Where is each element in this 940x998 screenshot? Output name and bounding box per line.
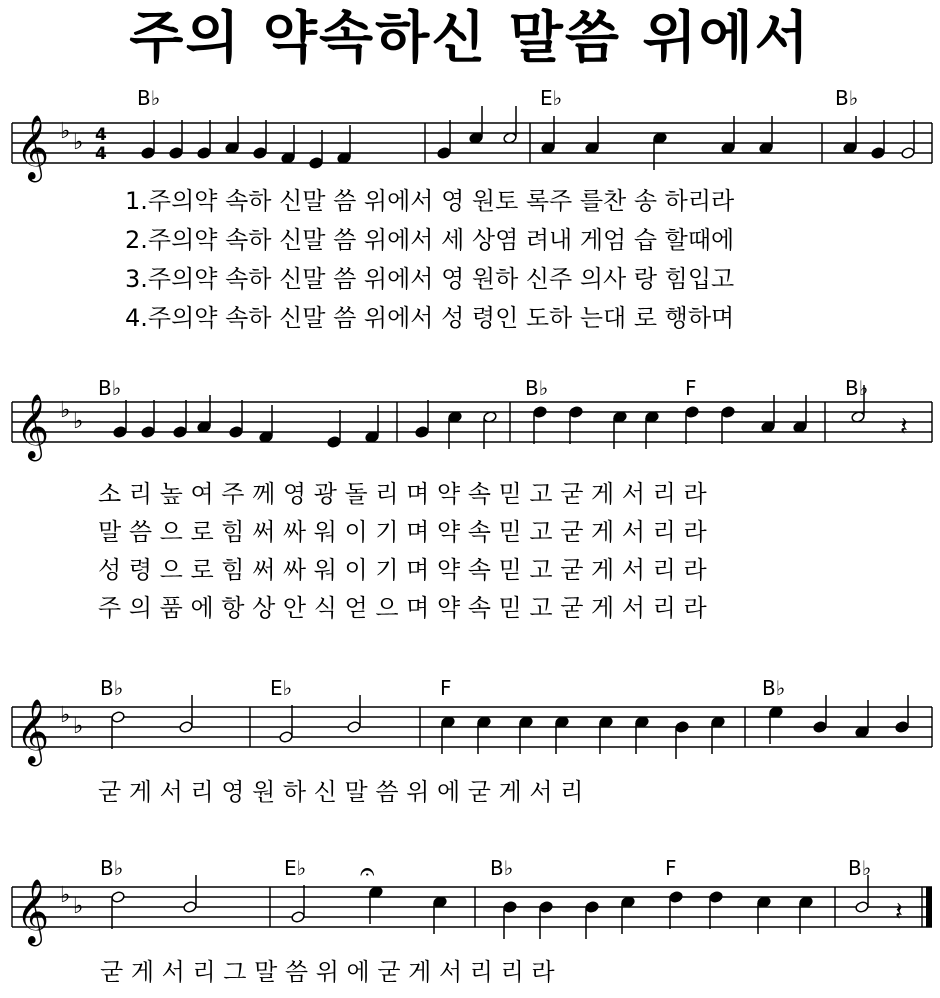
- quarter-rest-icon: 𝄽: [895, 897, 903, 927]
- flat-icon: ♭: [73, 409, 84, 434]
- chord-symbol: F: [665, 856, 677, 880]
- chord-symbol: B♭: [100, 676, 124, 700]
- chord-symbol: B♭: [845, 376, 869, 400]
- lyric-line: 1.주의약 속하 신말 씀 위에서 영 원토 록주 를찬 송 하리라: [125, 187, 735, 215]
- chord-symbol: B♭: [525, 376, 549, 400]
- chord-symbol: B♭: [98, 376, 122, 400]
- flat-icon: ♭: [73, 714, 84, 739]
- chord-symbol: E♭: [270, 676, 293, 700]
- system-3: [0, 670, 940, 820]
- chord-symbol: B♭: [762, 676, 786, 700]
- flat-icon: ♭: [73, 894, 84, 919]
- chord-symbol: F: [440, 676, 452, 700]
- treble-clef-icon: 𝄞: [16, 115, 50, 180]
- chord-symbol: B♭: [137, 86, 161, 110]
- flat-icon: ♭: [73, 130, 84, 155]
- flat-icon: ♭: [60, 703, 71, 728]
- time-signature-top: 4: [95, 125, 107, 145]
- time-signature-bottom: 4: [95, 144, 107, 164]
- flat-icon: ♭: [60, 883, 71, 908]
- system-1: [0, 80, 940, 350]
- flat-icon: ♭: [60, 119, 71, 144]
- lyric-line: 굳 게 서 리 영 원 하 신 말 씀 위 에 굳 게 서 리: [98, 778, 584, 806]
- chord-symbol: B♭: [490, 856, 514, 880]
- lyric-line: 소 리 높 여 주 께 영 광 돌 리 며 약 속 믿 고 굳 게 서 리 라: [98, 480, 707, 508]
- lyric-line: 말 씀 으 로 힘 써 싸 워 이 기 며 약 속 믿 고 굳 게 서 리 라: [98, 518, 707, 546]
- chord-symbol: B♭: [848, 856, 872, 880]
- chord-symbol: E♭: [540, 86, 563, 110]
- quarter-rest-icon: 𝄽: [900, 412, 908, 442]
- chord-symbol: E♭: [284, 856, 307, 880]
- lyric-line: 성 령 으 로 힘 써 싸 워 이 기 며 약 속 믿 고 굳 게 서 리 라: [98, 556, 707, 584]
- flat-icon: ♭: [60, 398, 71, 423]
- treble-clef-icon: 𝄞: [16, 394, 50, 459]
- system-4: [0, 850, 940, 998]
- fermata-icon: 𝄐: [360, 857, 375, 887]
- lyric-line: 주 의 품 에 항 상 안 식 얻 으 며 약 속 믿 고 굳 게 서 리 라: [98, 594, 707, 622]
- chord-symbol: F: [685, 376, 697, 400]
- song-title: 주의 약속하신 말씀 위에서: [129, 6, 811, 71]
- notes: [141, 106, 915, 170]
- treble-clef-icon: 𝄞: [16, 699, 50, 764]
- lyric-line: 3.주의약 속하 신말 씀 위에서 영 원하 신주 의사 랑 힘입고: [125, 265, 735, 293]
- chord-symbol: B♭: [100, 856, 124, 880]
- system-2: [0, 370, 940, 640]
- notes: [113, 385, 865, 449]
- treble-clef-icon: 𝄞: [16, 879, 50, 944]
- chord-symbol: B♭: [835, 86, 859, 110]
- lyric-line: 4.주의약 속하 신말 씀 위에서 성 령인 도하 는대 로 행하며: [125, 304, 735, 332]
- lyric-line: 굳 게 서 리 그 말 씀 위 에 굳 게 서 리 리 라: [100, 958, 555, 986]
- lyric-line: 2.주의약 속하 신말 씀 위에서 세 상염 려내 게엄 습 할때에: [125, 226, 735, 254]
